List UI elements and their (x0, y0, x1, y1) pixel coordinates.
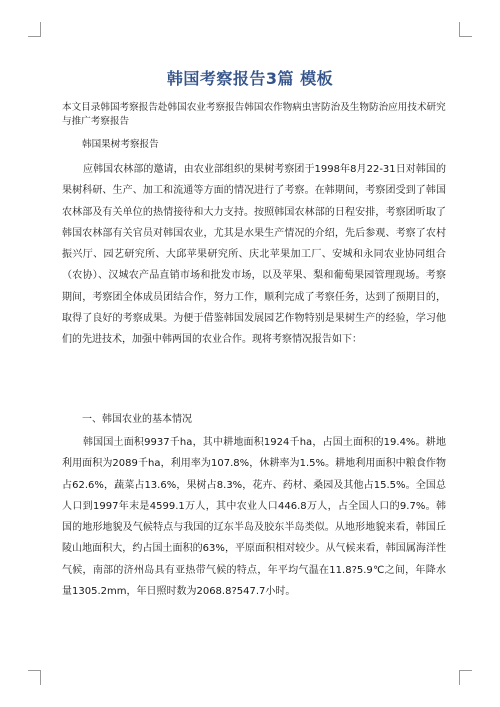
paragraph-introduction: 应韩国农林部的邀请，由农业部组织的果树考察团于1998年8月22-31日对韩国的果树科研、生产、加工和流通等方面的情况进行了考察。在韩期间，考察团受到了韩国农林部及有关单位的热情接待和大力支持。按照韩国农林部的日程安排，考察团听取了韩国农林部有关官员对韩国农业，尤其是水果生产情况的介绍，先后参观、考察了农村振兴厅、园艺研究所、大邱苹果研究所、庆北苹果加工厂、安城和永同农业协同组合（农协）、汉城农产品直销市场和批发市场，以及苹果、梨和葡萄果园管理现场。考察期间，考察团全体成员团结合作，努力工作，顺利完成了考察任务，达到了预期目的，取得了良好的考察成果。为便于借鉴韩国发展园艺作物特别是果树生产的经验，学习他们的先进技术，加强中韩两国的农业合作。现将考察情况报告如下： (62, 164, 446, 346)
crop-mark-bottom-right (459, 670, 472, 685)
table-of-contents-line: 本文目录韩国考察报告赴韩国农业考察报告韩国农作物病虫害防治及生物防治应用技术研究与推广考察报告 (62, 102, 446, 127)
crop-mark-bottom-left (28, 670, 41, 685)
paragraph-agriculture-overview: 韩国国土面积9937千ha，其中耕地面积1924千ha，占国土面积的19.4%。耕地利用面积为2089千ha，利用率为107.8%，休耕率为1.5%。耕地利用面积中粮食作物占62.6%，蔬菜占13.6%，果树占8.3%，花卉、药材、桑园及其他占15.5%。全国总人口到1997年末是4599.1万人，其中农业人口446.8万人，占全国人口的9.7%。韩国的地形地貌及气候特点与我国的辽东半岛及胶东半岛类似。从地形地貌来看，韩国丘陵山地面积大，约占国土面积的63%，平原面积相对较少。从气候来看，韩国属海洋性气候，南部的济州岛具有亚热带气候的特点，年平均气温在11.8?5.9℃之间，年降水量1305.2mm，年日照时数为2068.8?547.7小时。 (62, 437, 446, 598)
crop-mark-top-right (459, 22, 472, 37)
crop-mark-top-left (28, 22, 41, 37)
section-heading: 一、韩国农业的基本情况 (82, 414, 192, 425)
report-subheading: 韩国果树考察报告 (82, 139, 159, 150)
document-title: 韩国考察报告3篇 模板 (166, 69, 334, 88)
